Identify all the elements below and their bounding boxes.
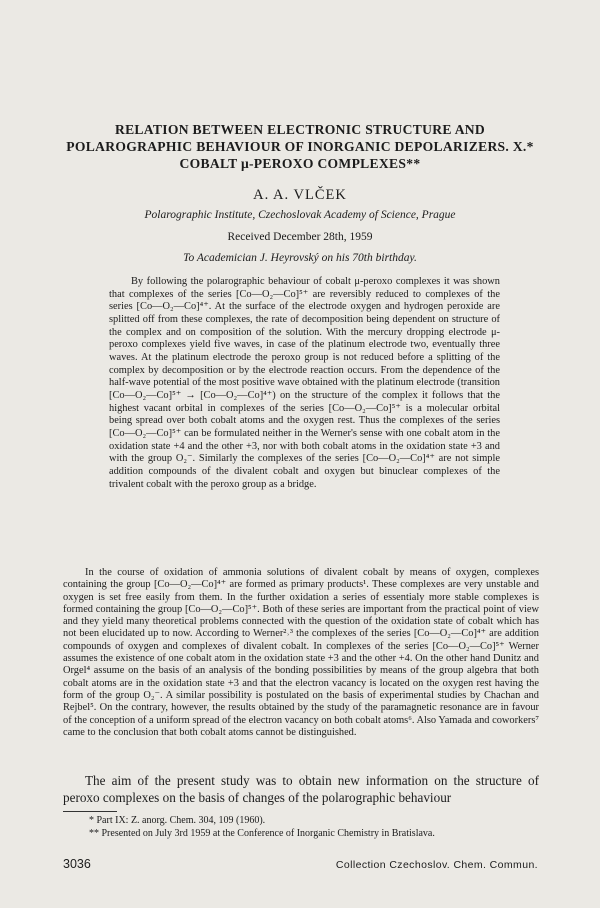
page-number: 3036 <box>63 857 91 871</box>
author-name: A. A. VLČEK <box>253 187 347 203</box>
page-footer <box>63 857 538 871</box>
footnotes <box>63 814 539 840</box>
body-text-section <box>63 567 539 739</box>
title-line: POLAROGRAPHIC BEHAVIOUR OF INORGANIC DEPOLARIZERS. X.* <box>66 139 534 154</box>
title-line: RELATION BETWEEN ELECTRONIC STRUCTURE AND <box>114 122 486 137</box>
abstract-text: By following the polarographic behaviour of cobalt μ-peroxo complexes it was shown that complexes of the series [Co—O₂—Co]⁵⁺ are reversibly reduced to complexes of the series [Co—O₂—Co]⁴⁺. At the surface of the electrode oxygen and hydrogen peroxide are splitted off from these complexes, the rate of decomposition being dependent on structure of the complex and on composition of the solution. With the mercury dropping electrode μ-peroxo complexes yield five waves, in case of the platinum electrode two, eventually three waves. At the platinum electrode the peroxo group is not reduced before a splitting of the complex by decomposition or by the electrode reaction occurs. From the dependence of the half-wave potential of the most positive wave obtained with the platinum electrode (transition [Co—O₂—Co]⁵⁺ → [Co—O₂—Co]⁴⁺) on the structure of the complex it follows that the highest vacant orbital in complexes of the series [Co—O₂—Co]⁵⁺ is a molecular orbital being spread over both cobalt atoms and the oxygen rest. Thus the complexes of the series [Co—O₂—Co]⁵⁺ can be formulated neither in the Werner's sense with one cobalt atom in the oxidation state +4 and the other +3, nor with both cobalt atoms in the oxidation state +3 and with the group O₂⁻. Similarly the complexes of the series [Co—O₂—Co]⁴⁺ are not simple addition compounds of the divalent cobalt and oxygen but binuclear complexes of the trivalent cobalt with the peroxo group as a bridge. <box>109 276 500 490</box>
footnote-divider <box>63 811 117 812</box>
journal-name: Collection Czechoslov. Chem. Commun. <box>335 859 538 871</box>
body-paragraph: The aim of the present study was to obtain new information on the structure of peroxo complexes on the basis of changes of the polarographic behaviour <box>63 773 539 805</box>
received-date: Received December 28th, 1959 <box>227 231 373 243</box>
body-paragraph: In the course of oxidation of ammonia solutions of divalent cobalt by means of oxygen, complexes containing the group [Co—O₂—Co]⁴⁺ are formed as primary products¹. These complexes are very unstable and oxygen is set free easily from them. In the further oxidation a series of essentialy more stable complexes is formed containing the group [Co—O₂—Co]⁵⁺. Both of these series are important from the practical point of view and they yield many theoretical problems connected with the question of the oxidation state of cobalt which has not been elucidated up to now. According to Werner²˒³ the complexes of the series [Co—O₂—Co]⁴⁺ are addition compounds of oxygen and complexes of divalent cobalt. In complexes of the series [Co—O₂—Co]⁵⁺ Werner assumes the existence of one cobalt atom in the oxidation state +3 and the other +4. On the other hand Dunitz and Orgel⁴ assume on the basis of an analysis of the bonding possibilities by means of the group algebra that both cobalt atoms are in the oxidation state +3 and that the electron vacancy is located on the oxygen rest having the form of the group O₂⁻. A similar possibility is postulated on the basis of experimental studies by Chachan and Rejbel⁵. On the contrary, however, the results obtained by the study of the paramagnetic resonance are in favour of the conception of a uniform spread of the electron vacancy on both cobalt atoms⁶. Also Yamada and coworkers⁷ came to the conclusion that both cobalt atoms cannot be distinguished. <box>63 567 539 738</box>
footnote: * Part IX: Z. anorg. Chem. 304, 109 (1960). <box>89 815 266 826</box>
title-line: COBALT μ-PEROXO COMPLEXES** <box>179 156 421 171</box>
paper-title <box>40 121 560 172</box>
affiliation: Polarographic Institute, Czechoslovak Academy of Science, Prague <box>144 209 456 221</box>
footnote: ** Presented on July 3rd 1959 at the Conference of Inorganic Chemistry in Bratislava. <box>89 828 435 839</box>
dedication: To Academician J. Heyrovský on his 70th birthday. <box>183 252 417 264</box>
abstract <box>109 276 500 491</box>
body-text-section-continued <box>63 772 539 806</box>
